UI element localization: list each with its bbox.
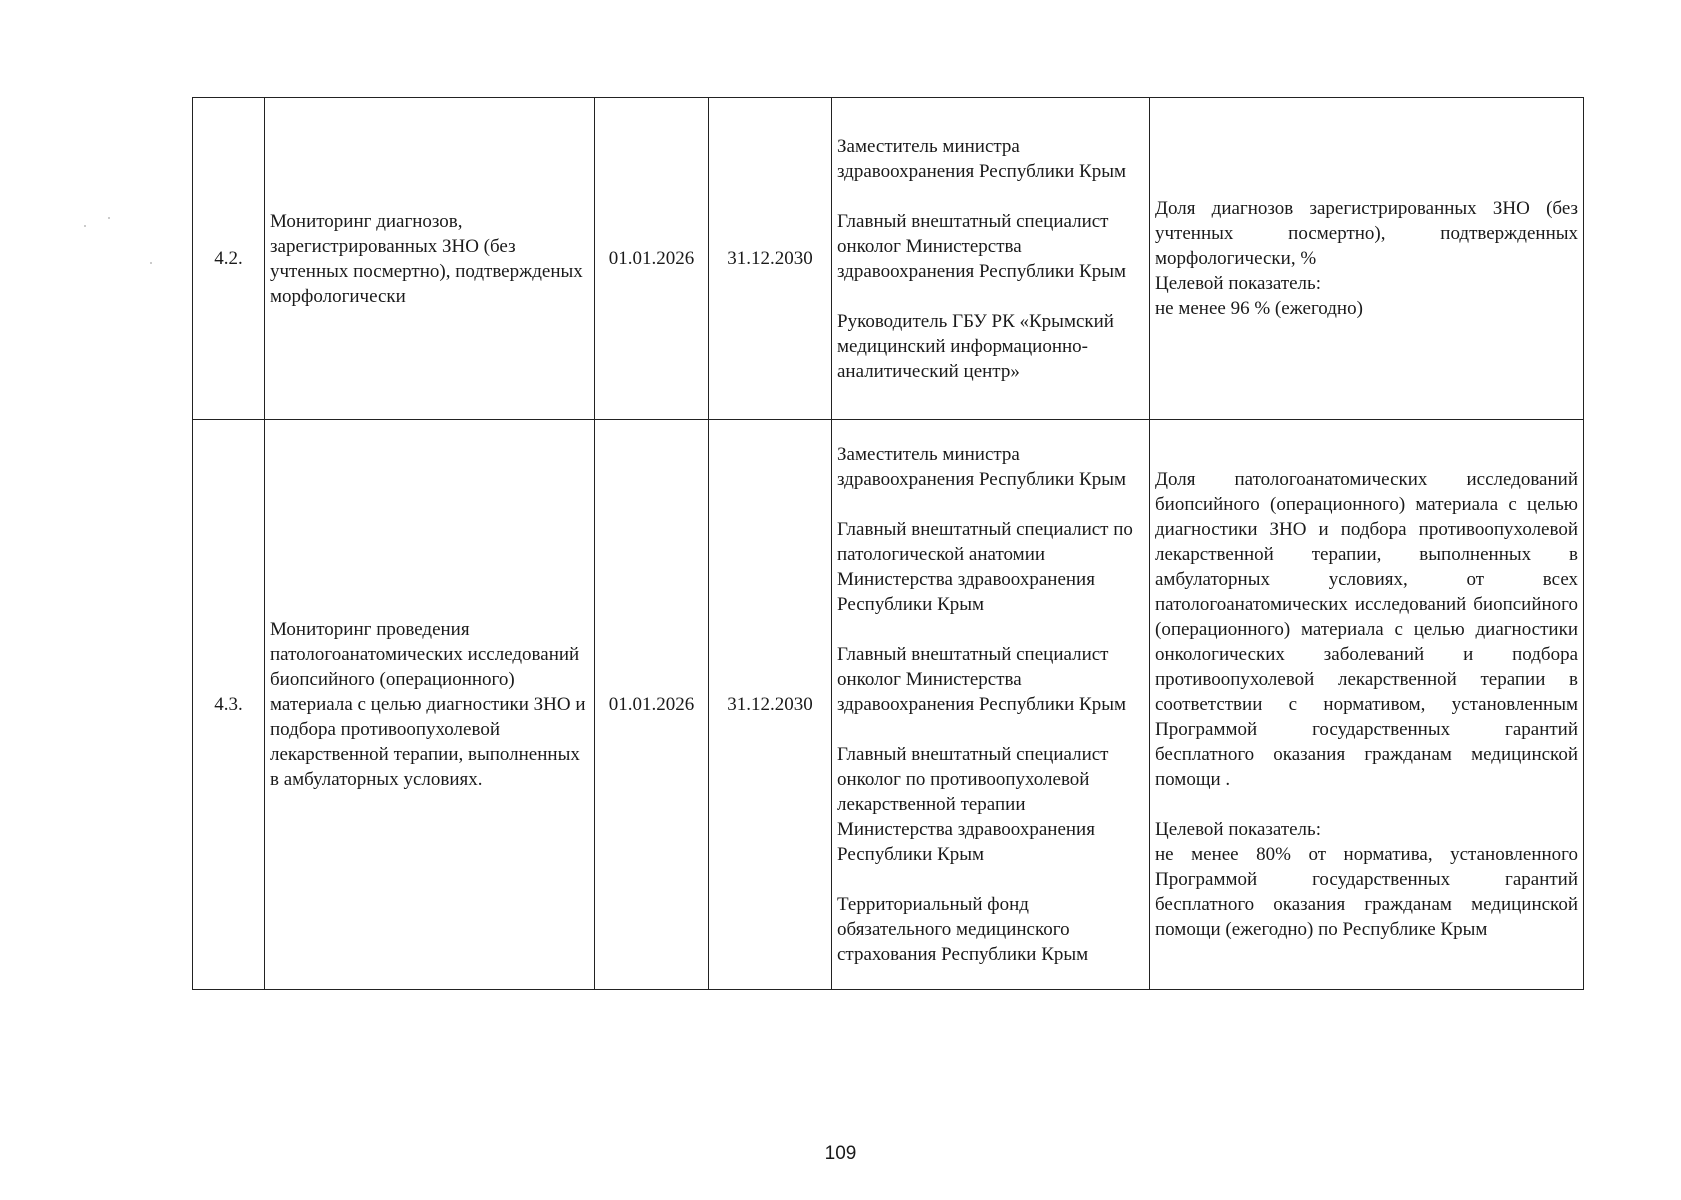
responsible-cell — [832, 420, 1150, 990]
target-label: Целевой показатель: — [1155, 273, 1321, 294]
target-value: не менее 96 % (ежегодно) — [1155, 298, 1363, 319]
responsible-item: Главный внештатный специалист онколог Министерства здравоохранения Республики Крым — [837, 644, 1127, 715]
indicator-text: Доля патологоанатомических исследований биопсийного (операционного) материала с целью диагностики ЗНО и подбора противоопухолевой лекарственной терапии, выполненных в амбулаторных условиях, от всех патологоанатомических исследований биопсийного (операционного) материала с целью диагностики онкологических заболеваний и подбора противоопухолевой лекарственной терапии в соответствии с нормативом, установленным Программой государственных гарантий бесплатного оказания гражданам медицинской помощи . — [1155, 469, 1578, 790]
responsible-item: Заместитель министра здравоохранения Республики Крым — [837, 135, 1127, 182]
row-number: 4.2. — [193, 98, 265, 420]
target-label: Целевой показатель: — [1155, 819, 1321, 840]
indicator-text: Доля диагнозов зарегистрированных ЗНО (без учтенных посмертно), подтвержденных морфологически, % — [1155, 198, 1578, 269]
responsible-item: Руководитель ГБУ РК «Крымский медицинский информационно-аналитический центр» — [837, 310, 1114, 382]
responsible-item: Главный внештатный специалист онколог Министерства здравоохранения Республики Крым — [837, 210, 1127, 282]
responsible-item: Заместитель министра здравоохранения Республики Крым — [837, 444, 1127, 490]
indicator-cell — [1150, 98, 1584, 420]
measure-cell: Мониторинг проведения патологоанатомических исследований биопсийного (операционного) материала с целью диагностики ЗНО и подбора противоопухолевой лекарственной терапии, выполненных в амбулаторных условиях. — [265, 420, 595, 990]
responsible-item: Территориальный фонд обязательного медицинского страхования Республики Крым — [837, 894, 1089, 965]
row-number: 4.3. — [193, 420, 265, 990]
table-row — [193, 98, 1584, 420]
start-date: 01.01.2026 — [595, 98, 709, 420]
measure-cell: Мониторинг диагнозов, зарегистрированных ЗНО (без учтенных посмертно), подтвержденых морфологически — [265, 98, 595, 420]
target-value: не менее 80% от норматива, установленного Программой государственных гарантий бесплатного оказания гражданам медицинской помощи (ежегодно) по Республике Крым — [1155, 844, 1578, 940]
responsible-cell — [832, 98, 1150, 420]
plan-table — [192, 97, 1584, 990]
table-row — [193, 420, 1584, 990]
end-date: 31.12.2030 — [709, 420, 832, 990]
responsible-item: Главный внештатный специалист онколог по противоопухолевой лекарственной терапии Министерства здравоохранения Республики Крым — [837, 744, 1109, 865]
indicator-cell — [1150, 420, 1584, 990]
end-date: 31.12.2030 — [709, 98, 832, 420]
page-number: 109 — [824, 1143, 857, 1164]
responsible-item: Главный внештатный специалист по патологической анатомии Министерства здравоохранения Республики Крым — [837, 519, 1133, 615]
start-date: 01.01.2026 — [595, 420, 709, 990]
